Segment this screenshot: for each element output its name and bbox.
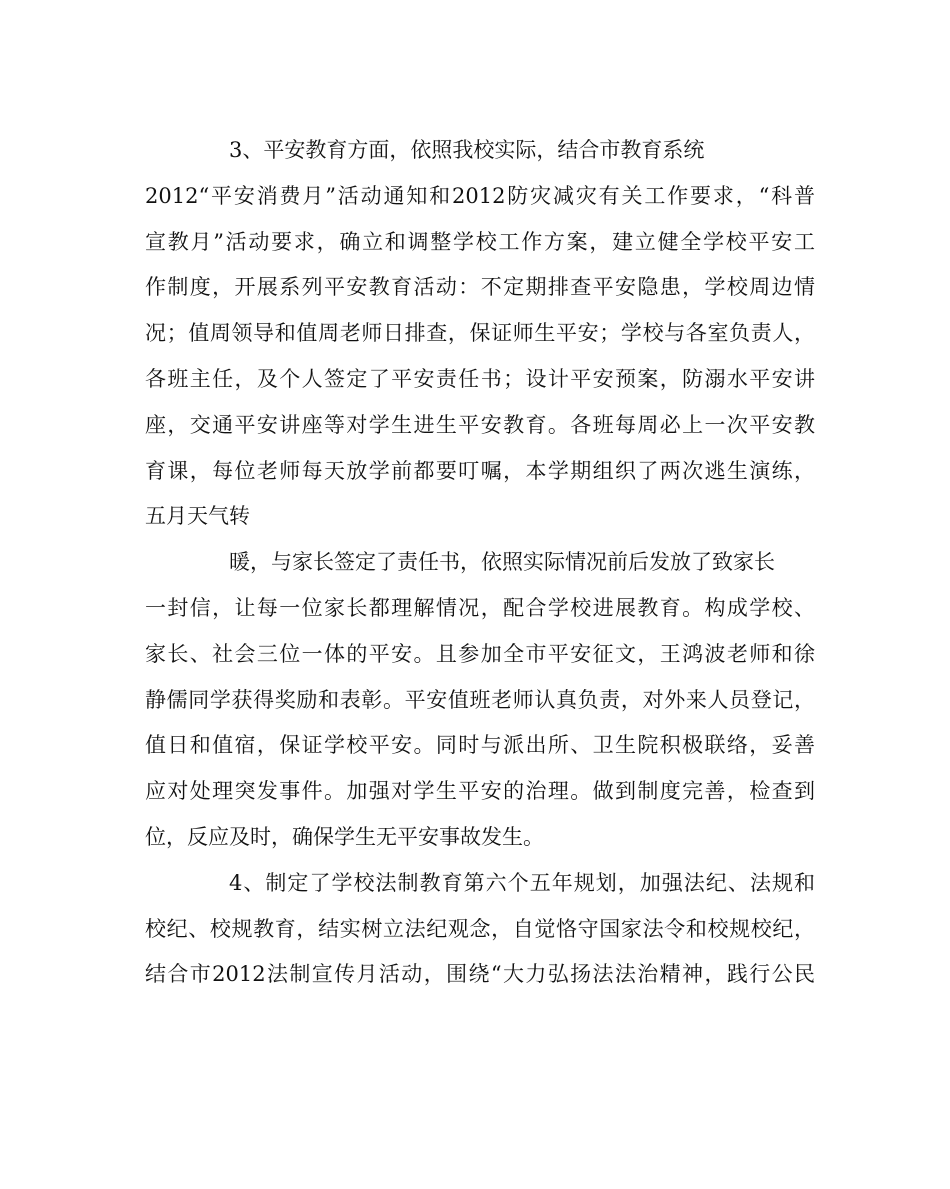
text-line: 应对处理突发事件。加强对学生平安的治理。做到制度完善，检查到 (145, 779, 815, 804)
text-line: 五月天气转 (145, 504, 250, 529)
document-body (145, 128, 815, 998)
text-line: 2012“平安消费月”活动通知和2012防灾减灾有关工作要求，“科普 (145, 183, 815, 208)
text-line: 校纪、校规教育，结实树立法纪观念，自觉恪守国家法令和校规校纪， (145, 916, 815, 941)
text-line: 育课，每位老师每天放学前都要叮嘱，本学期组织了两次逃生演练， (145, 458, 815, 483)
text-line-indented: 暖，与家长签定了责任书，依照实际情况前后发放了致家长 (229, 550, 775, 575)
paragraph-3-start: 3、平安教育方面，依照我校实际，结合市教育系统 (229, 138, 705, 162)
text-line: 位，反应及时，确保学生无平安事故发生。 (145, 824, 544, 849)
text-line: 值日和值宿，保证学校平安。同时与派出所、卫生院积极联络，妥善 (145, 733, 815, 758)
text-line: 各班主任，及个人签定了平安责任书；设计平安预案，防溺水平安讲 (145, 366, 815, 391)
text-line: 一封信，让每一位家长都理解情况，配合学校进展教育。构成学校、 (145, 595, 815, 620)
text-line: 家长、社会三位一体的平安。且参加全市平安征文，王鸿波老师和徐 (145, 641, 815, 666)
text-line: 宣教月”活动要求，确立和调整学校工作方案，建立健全学校平安工 (145, 229, 815, 254)
text-line: 静儒同学获得奖励和表彰。平安值班老师认真负责，对外来人员登记， (145, 687, 815, 712)
text-line: 结合市2012法制宣传月活动，围绕“大力弘扬法法治精神，践行公民 (145, 962, 815, 987)
text-line: 况；值周领导和值周老师日排查，保证师生平安；学校与各室负责人， (145, 321, 815, 346)
text-line: 座，交通平安讲座等对学生进生平安教育。各班每周必上一次平安教 (145, 412, 815, 437)
paragraph-4-start: 4、制定了学校法制教育第六个五年规划，加强法纪、法规和 (229, 870, 815, 895)
text-line: 作制度，开展系列平安教育活动：不定期排查平安隐患，学校周边情 (145, 275, 815, 300)
